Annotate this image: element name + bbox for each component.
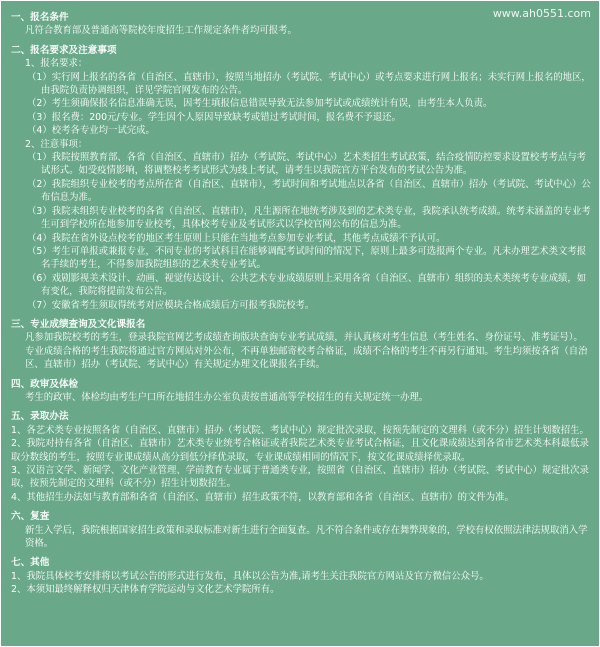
section-body: 新生入学后，我院根据国家招生政策和录取标准对新生进行全面复查。凡不符合条件或存在舞弊现象的，学校有权依照法律法规取消入学资格。 xyxy=(25,524,588,550)
section-title: 七、其他 xyxy=(11,557,50,569)
list-item: （2）考生须确保报名信息准确无误，因考生填报信息错误导致无法参加考试或成绩统计有误，由考生本人负责。 xyxy=(27,98,493,110)
watermark: www.ah0551.com xyxy=(492,7,591,20)
list-item: （6）戏剧影视美术设计、动画、视觉传达设计、公共艺术专业成绩原则上采用各省（自治区、直辖市）组织的美术类统考专业成绩，如有变化，我院将提前发布公告。 xyxy=(27,272,587,298)
section-eligibility xyxy=(11,11,591,38)
section-body: 考生的政审、体检均由考生户口所在地招生办公室负责按普通高等学校招生的有关规定统一办理。 xyxy=(25,391,429,403)
section-title: 五、录取办法 xyxy=(11,411,69,423)
list-item: （4）校考各专业均一试完成。 xyxy=(27,125,155,137)
section-title: 一、报名条件 xyxy=(11,12,69,23)
section-admission xyxy=(11,410,591,504)
list-item: 1、我院具体校考安排将以考试公告的形式进行发布，具体以公告为准,请考生关注我院官方网站及官方微信公众号。 xyxy=(11,570,489,582)
list-item: （3）我院未组织专业校考的各省（自治区、直辖市），凡生源所在地统考涉及到的艺术类专业，我院承认统考成绩。统考未涵盖的专业考生可到学校所在地参加专业校考，具体校考专业及考试形式以学校官网公布的信息为准。 xyxy=(27,205,591,231)
section-score-query xyxy=(11,318,591,372)
list-item: （7）安徽省考生须取得统考对应模块合格成绩后方可报考我院校考。 xyxy=(27,299,315,311)
list-item: （3）报名费：200元/专业。学生因个人原因导致缺考或错过考试时间，报名费不予退还。 xyxy=(27,111,401,123)
list-item: 2、我院对持有各省（自治区、直辖市）艺术类专业统考合格证或者我院艺术类专业考试合格证，且文化课成绩达到各省市艺术类本科最低录取分数线的考生，按照专业课成绩从高分到低分择优录取，专业课成绩相同的情况下，按文化课成绩择优录取。 xyxy=(11,438,589,463)
section-title: 六、复查 xyxy=(11,511,50,523)
list-item: （2）我院组织专业校考的考点所在省（自治区、直辖市），考试时间和考试地点以各省（自治区、直辖市）招办（考试院、考试中心）公布信息为准。 xyxy=(27,178,591,204)
list-item: （1）实行网上报名的各省（自治区、直辖市），按照当地招办（考试院、考试中心）或考点要求进行网上报名；未实行网上报名的地区，由我院负责协调组织，详见学院官网发布的公告。 xyxy=(27,71,591,97)
section-title: 三、专业成绩查询及文化课报名 xyxy=(11,318,146,330)
section-requirements xyxy=(11,44,591,312)
subheading: 2、注意事项： xyxy=(25,138,88,150)
list-item: 1、各艺术类专业按照各省（自治区、直辖市）招办（考试院、考试中心）规定批次录取，按预先制定的文理科（或不分）招生计划数招生。 xyxy=(11,424,589,436)
document-content xyxy=(11,11,591,597)
list-item: 4、其他招生办法如与教育部和各省（自治区、直辖市）招生政策不符，以教育部和各省（自治区、直辖市）的文件为准。 xyxy=(11,491,514,503)
list-item: （1）我院按照教育部、各省（自治区、直辖市）招办（考试院、考试中心）艺术类招生考试政策，结合疫情防控要求设置校考考点与考试形式。如受疫情影响，将调整校考考试形式为线上考试，请考生以我院官方平台发布的考试公告为准。 xyxy=(27,152,587,177)
list-item: （5）考生可单报或兼报专业，不同专业的考试科目在能够调配考试时间的情况下，原则上最多可选报两个专业。凡未办理艺术类文考报名手续的考生，不得参加我院组织的艺术类专业考试。 xyxy=(27,245,587,271)
section-review xyxy=(11,510,591,550)
section-other xyxy=(11,556,591,596)
list-item: 3、汉语言文学、新闻学、文化产业管理、学前教育专业属于普通类专业，按照省（自治区、直辖市）招办（考试院、考试中心）规定批次录取，按预先制定的文理科（或不分）招生计划数招生。 xyxy=(11,465,589,490)
section-title: 四、政审及体检 xyxy=(11,378,79,390)
section-body: 凡参加我院校考的考生，登录我院官网艺考成绩查询版块查询专业考试成绩，并认真核对考生信息（考生姓名、身份证号、准考证号）。专业成绩合格的考生我院将通过官方网站对外公布，不再单独邮寄校考合格证，成绩不合格的考生不再另行通知。考生均须按各省（自治区、直辖市）招办（考试院、考试中心）有关规定办理文化课报名手续。 xyxy=(25,332,588,371)
section-body: 凡符合教育部及普通高等院校年度招生工作规定条件者均可报考。 xyxy=(25,25,297,37)
section-title: 二、报名要求及注意事项 xyxy=(11,44,117,56)
subheading: 1、报名要求： xyxy=(25,58,88,70)
section-political-review xyxy=(11,378,591,405)
list-item: 2、本须知最终解释权归天津体育学院运动与文化艺术学院所有。 xyxy=(11,584,280,596)
list-item: （4）我院在省外设点校考的地区考生原则上只能在当地考点参加专业考试，其他考点成绩不予认可。 xyxy=(27,232,446,244)
